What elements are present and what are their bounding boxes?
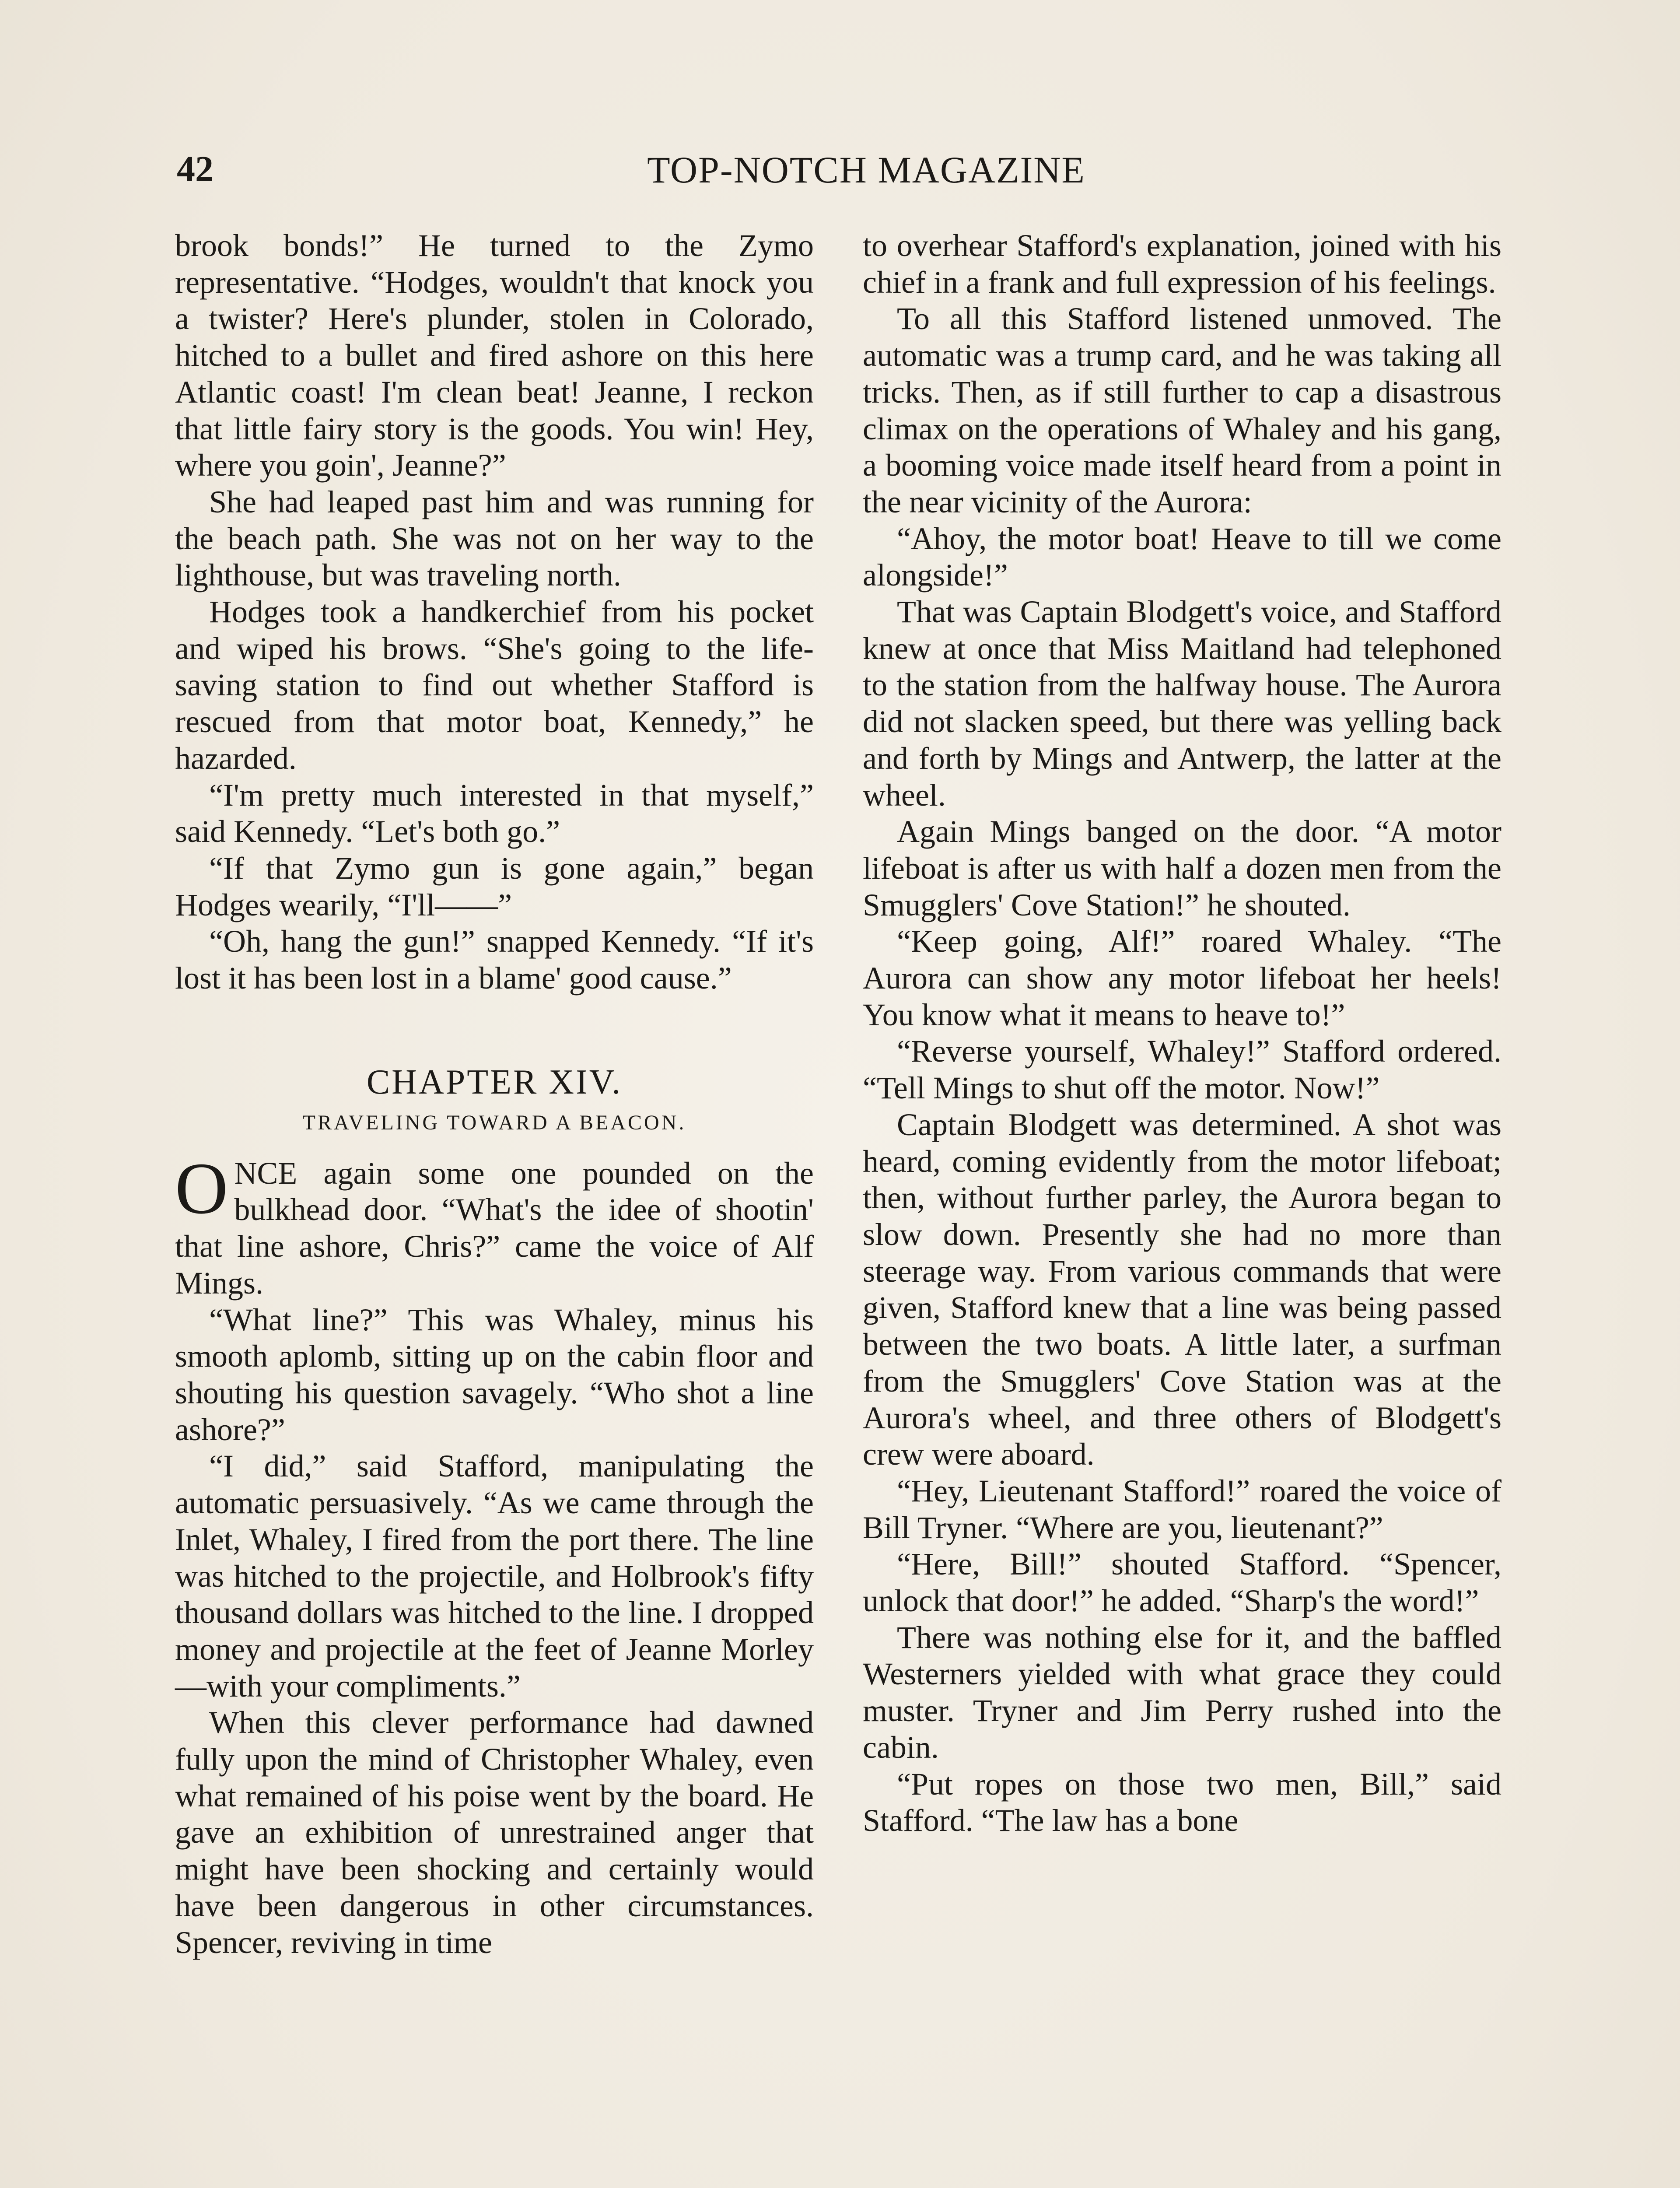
paragraph: “Ahoy, the motor boat! Heave to till we come alongside!” <box>863 521 1502 593</box>
paragraph: That was Captain Blodgett's voice, and Stafford knew at once that Miss Maitland had telephoned to the station from the halfway house. The Aurora did not slacken speed, but there was yelling back and forth by Mings and Antwerp, the latter at the wheel. <box>863 594 1502 813</box>
paragraph: to overhear Stafford's explanation, joined with his chief in a frank and full expression of his feelings. <box>863 228 1502 300</box>
paragraph: “If that Zymo gun is gone again,” began Hodges wearily, “I'll——” <box>175 850 814 922</box>
paragraph: “Here, Bill!” shouted Stafford. “Spencer, unlock that door!” he added. “Sharp's the word!” <box>863 1546 1502 1619</box>
paragraph: “Put ropes on those two men, Bill,” said Stafford. “The law has a bone <box>863 1766 1502 1838</box>
paragraph: There was nothing else for it, and the baffled Westerners yielded with what grace they could muster. Tryner and Jim Perry rushed into the cabin. <box>863 1620 1502 1765</box>
paragraph: “What line?” This was Whaley, minus his smooth aplomb, sitting up on the cabin floor and shouting his question savagely. “Who shot a line ashore?” <box>175 1302 814 1447</box>
paragraph: brook bonds!” He turned to the Zymo representative. “Hodges, wouldn't that knock you a twister? Here's plunder, stolen in Colorado, hitched to a bullet and fired ashore on this here Atlantic coast! I'm clean beat! Jeanne, I reckon that little fairy story is the goods. You win! Hey, where you goin', Jeanne?” <box>175 228 814 483</box>
paragraph: Captain Blodgett was determined. A shot was heard, coming evidently from the motor lifeboat; then, without further parley, the Aurora began to slow down. Presently she had no more than steerage way. From various commands that were given, Stafford knew that a line was being passed between the two boats. A little later, a surfman from the Smugglers' Cove Station was at the Aurora's wheel, and three others of Blodgett's crew were aboard. <box>863 1107 1502 1472</box>
paragraph: “I did,” said Stafford, manipulating the automatic persuasively. “As we came through the Inlet, Whaley, I fired from the port there. The line was hitched to the projectile, and Holbrook's fifty thousand dollars was hitched to the line. I dropped money and projectile at the feet of Jeanne Morley—with your compliments.” <box>175 1448 814 1704</box>
left-column <box>175 228 814 1961</box>
drop-cap: O <box>175 1147 228 1229</box>
chapter-title: CHAPTER XIV. <box>366 1062 623 1101</box>
running-head: TOP-NOTCH MAGAZINE <box>647 149 1085 191</box>
chapter-subtitle: TRAVELING TOWARD A BEACON. <box>302 1111 686 1134</box>
paragraph: “Oh, hang the gun!” snapped Kennedy. “If it's lost it has been lost in a blame' good cause.” <box>175 924 814 996</box>
paragraph: Hodges took a handkerchief from his pocket and wiped his brows. “She's going to the life-saving station to find out whether Stafford is rescued from that motor boat, Kennedy,” he hazarded. <box>175 594 814 776</box>
dropcap-paragraph <box>175 1147 814 1302</box>
paragraph: Again Mings banged on the door. “A motor lifeboat is after us with half a dozen men from the Smugglers' Cove Station!” he shouted. <box>863 814 1502 922</box>
paragraph: When this clever performance had dawned fully upon the mind of Christopher Whaley, even what remained of his poise went by the board. He gave an exhibition of unrestrained anger that might have been shocking and certainly would have been dangerous in other circumstances. Spencer, reviving in time <box>175 1705 814 1960</box>
page-number: 42 <box>177 149 214 189</box>
paragraph: “Keep going, Alf!” roared Whaley. “The Aurora can show any motor lifeboat her heels! You know what it means to heave to!” <box>863 924 1502 1032</box>
dropcap-paragraph-text: NCE again some one pounded on the bulkhead door. “What's the idee of shootin' that line ashore, Chris?” came the voice of Alf Mings. <box>175 1155 814 1301</box>
paragraph: “I'm pretty much interested in that myself,” said Kennedy. “Let's both go.” <box>175 777 814 849</box>
right-column <box>863 228 1502 1839</box>
paragraph: To all this Stafford listened unmoved. The automatic was a trump card, and he was taking all tricks. Then, as if still further to cap a disastrous climax on the operations of Whaley and his gang, a booming voice made itself heard from a point in the near vicinity of the Aurora: <box>863 301 1502 519</box>
paragraph: “Reverse yourself, Whaley!” Stafford ordered. “Tell Mings to shut off the motor. Now!” <box>863 1034 1502 1106</box>
paragraph: “Hey, Lieutenant Stafford!” roared the voice of Bill Tryner. “Where are you, lieutenant?” <box>863 1473 1502 1545</box>
paragraph: She had leaped past him and was running for the beach path. She was not on her way to the lighthouse, but was traveling north. <box>175 484 814 593</box>
